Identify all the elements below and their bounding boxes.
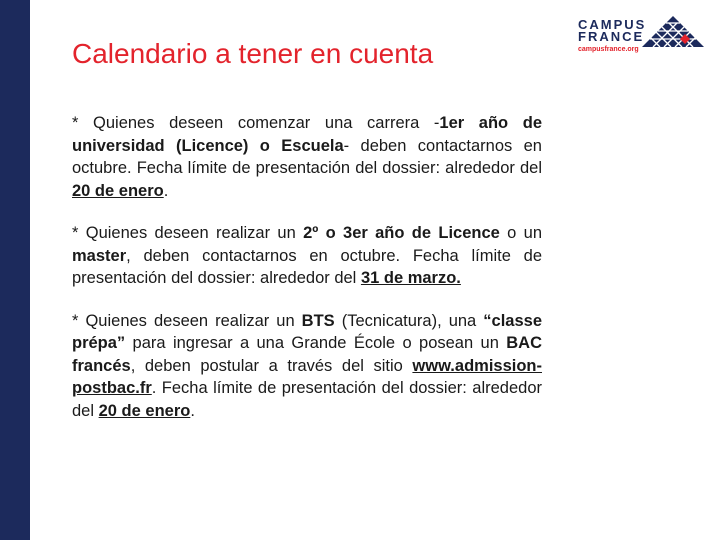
p3-bold-bts: BTS: [301, 311, 335, 330]
p3-deadline: 20 de enero: [98, 401, 191, 420]
p1-bold-licence: 1er año de universidad (Licence) o Escuela: [72, 114, 542, 155]
p1-text-c: - deben contactarnos en octubre. Fecha límite de presentación del dossier: alrededor del: [72, 136, 542, 177]
p1-text-e: .: [163, 181, 169, 200]
p3-text-e: para ingresar a una Grande École o posean un: [125, 334, 507, 352]
p3-bold-prepa: “classe prépa”: [72, 311, 542, 352]
slide-title: Calendario a tener en cuenta: [72, 38, 434, 69]
p2-deadline: 31 de marzo.: [360, 269, 461, 287]
p2-text-a: * Quienes deseen realizar un: [72, 224, 304, 242]
p2-text-e: , deben contactarnos en octubre. Fecha límite de presentación del dossier: alrededor del: [72, 246, 542, 287]
paragraph-licence-master: [72, 222, 542, 290]
logo-triangle-icon: [640, 14, 706, 48]
p3-text-g: , deben postular a través del sitio: [130, 356, 413, 375]
p3-bold-bac: BAC francés: [72, 334, 542, 375]
p3-text-a: * Quienes deseen realizar un: [72, 311, 302, 330]
content-body: [72, 112, 542, 442]
paragraph-bts-prepa: [72, 310, 542, 423]
p3-text-i: . Fecha límite de presentación del dossier: alrededor del: [72, 379, 542, 420]
p2-bold-master: master: [72, 246, 127, 265]
p1-text-a: * Quienes deseen comenzar una carrera -: [72, 114, 440, 132]
campus-france-logo: [578, 14, 706, 60]
p3-text-k: .: [190, 401, 195, 420]
logo-line1: CAMPUS: [578, 17, 647, 32]
p2-bold-year: 2º o 3er año de Licence: [303, 224, 500, 242]
logo-wordmark: [578, 19, 646, 43]
admission-postbac-link[interactable]: www.admission-postbac.fr: [72, 356, 542, 397]
p2-text-c: o un: [499, 224, 543, 242]
p1-deadline: 20 de enero: [72, 181, 164, 200]
logo-line2: FRANCE: [578, 29, 645, 44]
paragraph-first-year: [72, 112, 542, 202]
p3-text-c: (Tecnicatura), una: [334, 311, 484, 330]
logo-url: campusfrance.org: [578, 46, 639, 53]
left-accent-bar: [0, 0, 30, 540]
